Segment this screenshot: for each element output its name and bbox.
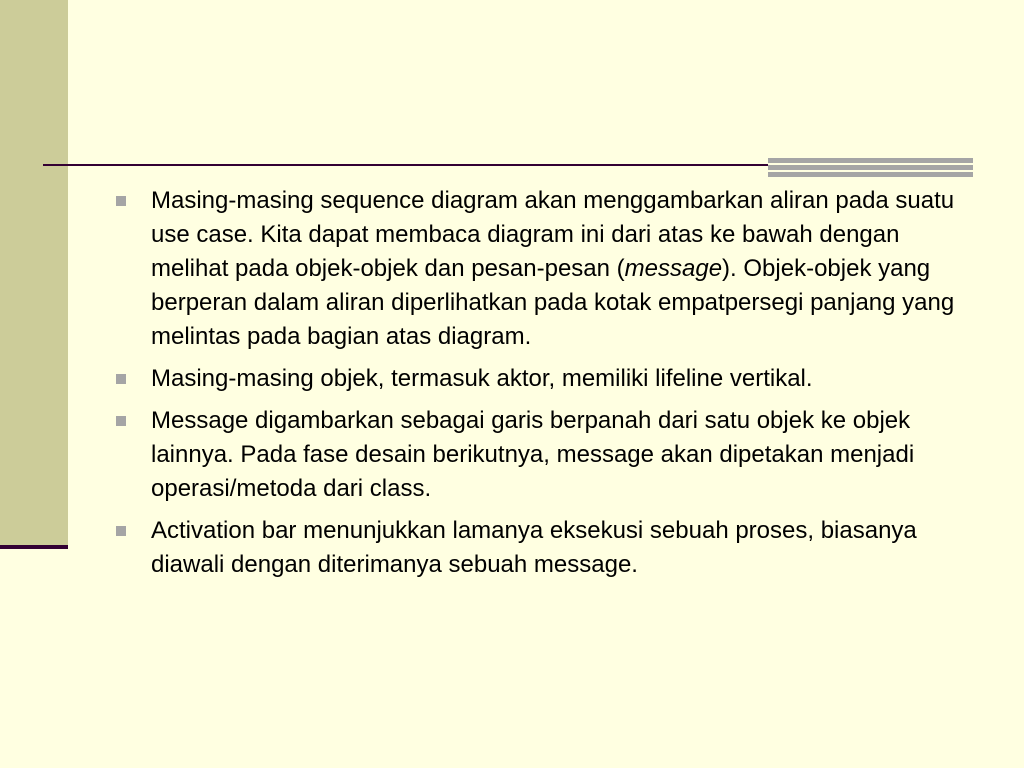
square-bullet-icon (116, 196, 126, 206)
bullet-item-activation-bar (112, 514, 961, 582)
bullet-item-sequence-diagram (112, 184, 961, 354)
square-bullet-icon (116, 526, 126, 536)
bullet-list (112, 184, 972, 582)
left-decorative-band (0, 0, 68, 545)
square-bullet-icon (116, 374, 126, 384)
bullet-item-lifeline (112, 362, 961, 396)
bullet-text-before: Masing-masing sequence diagram akan menggambarkan aliran pada suatu use case. Kita dapat membaca diagram ini dari atas ke bawah dengan melihat pada objek-objek dan pesan-pesan ( (151, 187, 955, 282)
bullet-text: Message digambarkan sebagai garis berpanah dari satu objek ke objek lainnya. Pada fase desain berikutnya, message akan dipetakan menjadi operasi/metoda dari class. (151, 407, 915, 502)
title-divider-rule (43, 164, 768, 166)
bullet-text: Activation bar menunjukkan lamanya eksekusi sebuah proses, biasanya diawali dengan diterimanya sebuah message. (151, 517, 917, 578)
square-bullet-icon (116, 416, 126, 426)
bullet-text-italic: message (624, 255, 723, 282)
bullet-text: Masing-masing objek, termasuk aktor, memiliki lifeline vertikal. (151, 365, 813, 392)
slide-body (112, 184, 972, 590)
bullet-text-after: ). Objek-objek yang berperan dalam aliran diperlihatkan pada kotak empatpersegi panjang yang melintas pada bagian atas diagram. (151, 255, 955, 350)
bullet-item-message (112, 404, 961, 506)
left-band-underline (0, 545, 68, 549)
accent-striped-bar (768, 158, 973, 179)
